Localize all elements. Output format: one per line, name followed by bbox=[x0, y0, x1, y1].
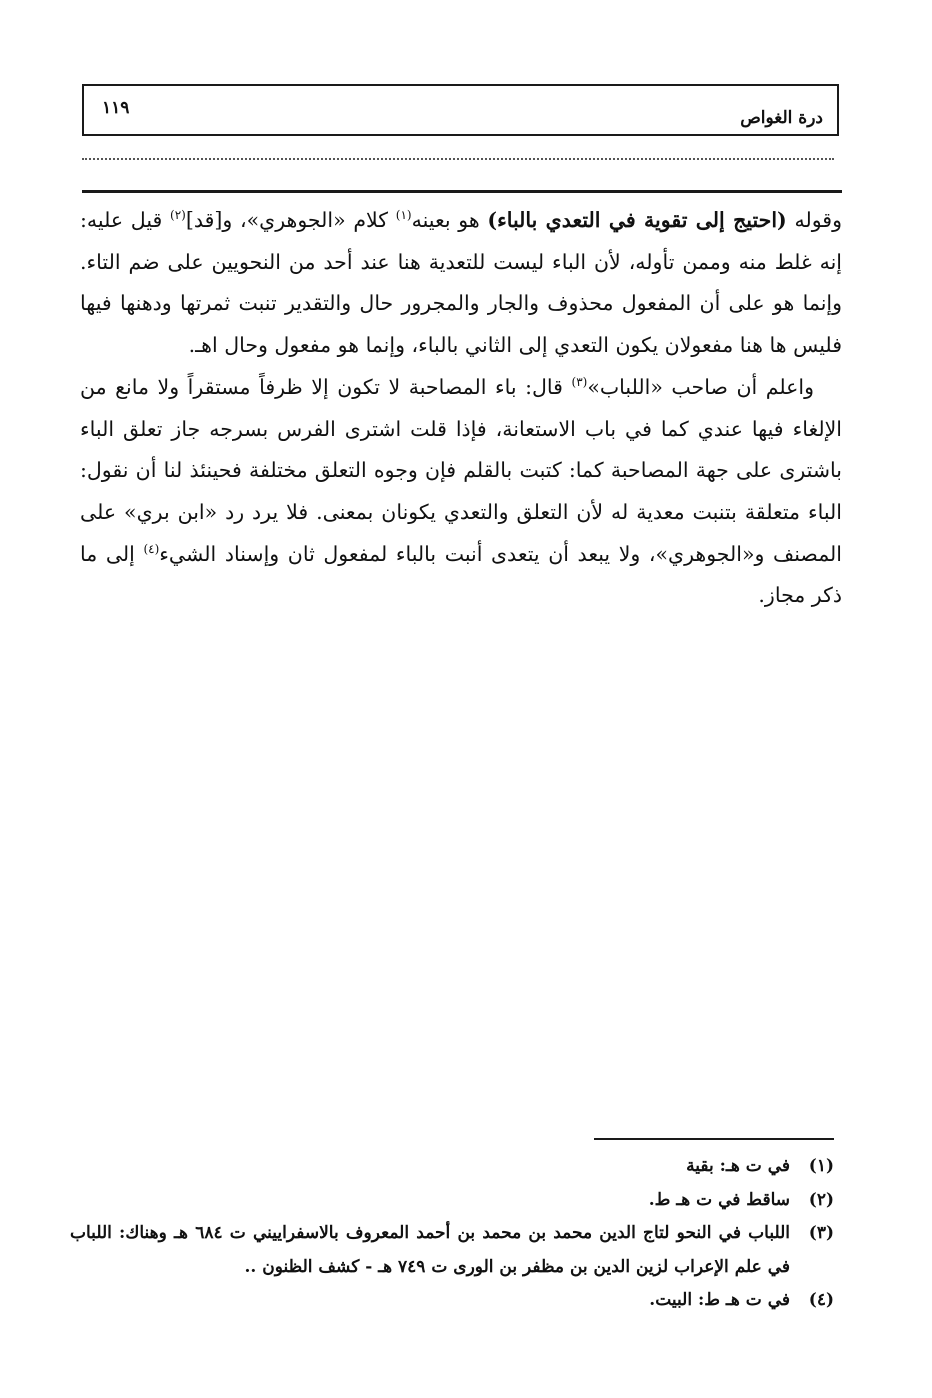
footnote-ref-4: (٤) bbox=[143, 541, 160, 556]
running-header bbox=[82, 84, 839, 136]
paragraph-1 bbox=[80, 200, 842, 367]
footnote-ref-3: (٣) bbox=[571, 374, 588, 389]
quoted-phrase: (احتيج إلى تقوية في التعدي بالباء) bbox=[487, 208, 787, 232]
p1-text-4: قيل عليه: إنه غلط منه وممن تأوله، لأن الباء ليست للتعدية هنا عند أحد من النحويين على ضم التاء. وإنما هو على أن المفعول محذوف والجار والمجرور حال والتقدير تنبت ثمرتها ودهنها فيها فليس ها هنا مفعولان يكون التعدي إلى الثاني بالباء، وإنما هو مفعول وحال اهـ. bbox=[80, 208, 842, 358]
header-rule bbox=[82, 190, 842, 193]
footnote-text: في ت هـ: بقية bbox=[686, 1156, 790, 1176]
footnote-number: (٣) bbox=[808, 1223, 834, 1243]
footnote-ref-2: (٢) bbox=[170, 208, 186, 223]
main-text bbox=[80, 200, 842, 617]
footnote-item bbox=[70, 1217, 834, 1284]
footnote-ref-1: (١) bbox=[395, 208, 412, 223]
footnotes bbox=[70, 1150, 834, 1318]
p1-text-2: هو بعينه bbox=[411, 208, 488, 232]
footnote-rule bbox=[594, 1138, 834, 1140]
header-title: درة الغواص bbox=[740, 108, 823, 128]
footnote-text: في ت هـ ط: البيت. bbox=[649, 1290, 790, 1310]
footnote-item bbox=[70, 1184, 834, 1218]
p2-text-1: واعلم أن صاحب «اللباب» bbox=[587, 374, 815, 399]
footnote-text: اللباب في النحو لتاج الدين محمد بن محمد بن أحمد المعروف بالاسفراييني ت ٦٨٤ هـ وهناك: اللباب في علم الإعراب لزين الدين بن مظفر بن الورى ت ٧٤٩ هـ - كشف الظنون .. bbox=[70, 1223, 790, 1277]
p2-text-2: قال: باء المصاحبة لا تكون إلا ظرفاً مستقراً ولا مانع من الإلغاء فيها عندي كما في باب الاستعانة، فإذا قلت اشترى الفرس بسرجه جاز تعلق الباء باشترى على جهة المصاحبة كما: كتبت بالقلم فإن وجوه التعلق مختلفة فحينئذ لنا أن نقول: الباء متعلقة بتنبت معدية له لأن التعلق والتعدي يكونان بمعنى. فلا يرد رد «ابن بري» على المصنف و«الجوهري»، ولا يبعد أن يتعدى أنبت بالباء لمفعول ثان وإسناد الشيء bbox=[80, 374, 842, 566]
paragraph-2 bbox=[80, 367, 842, 617]
p2-text-3: إلى ما ذكر مجاز. bbox=[80, 541, 842, 608]
p1-text-1: وقوله bbox=[786, 208, 842, 232]
page-number: ١١٩ bbox=[102, 98, 130, 118]
footnote-number: (٢) bbox=[808, 1189, 834, 1210]
p1-text-3: كلام «الجوهري»، و[قد] bbox=[185, 208, 396, 232]
footnote-item bbox=[70, 1150, 834, 1184]
footnote-item bbox=[70, 1284, 834, 1318]
dotted-separator bbox=[82, 158, 834, 160]
footnote-text: ساقط في ت هـ ط. bbox=[648, 1189, 790, 1210]
footnote-number: (٤) bbox=[808, 1290, 834, 1310]
footnote-number: (١) bbox=[808, 1156, 834, 1176]
